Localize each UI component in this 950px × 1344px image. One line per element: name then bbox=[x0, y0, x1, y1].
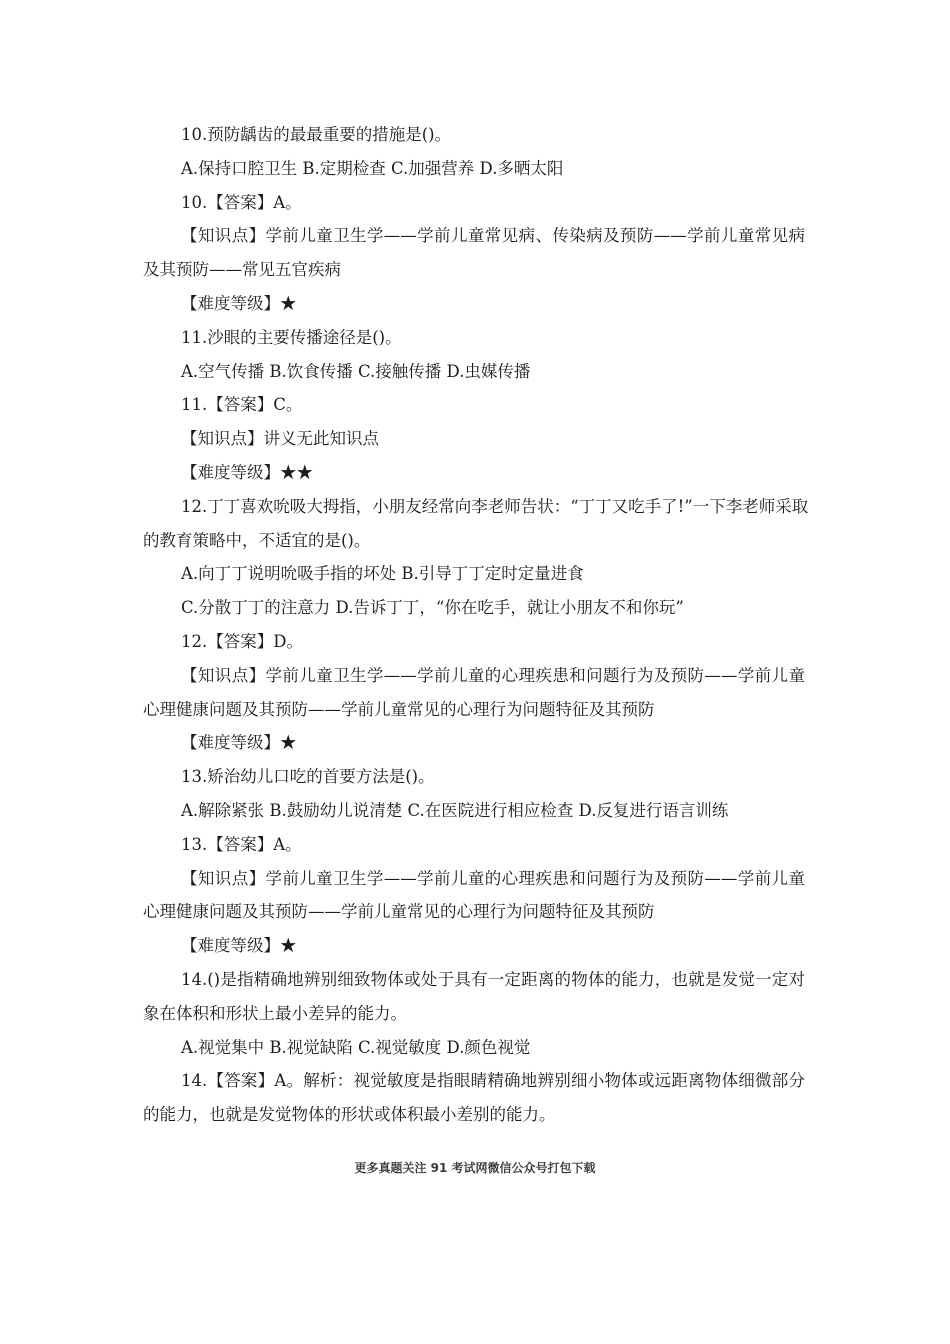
text-line: A.视觉集中 B.视觉缺陷 C.视觉敏度 D.颜色视觉 bbox=[181, 1037, 531, 1057]
text-line: 【知识点】学前儿童卫生学——学前儿童的心理疾患和问题行为及预防——学前儿童 bbox=[181, 665, 805, 685]
text-line: 12.丁丁喜欢吮吸大拇指，小朋友经常向李老师告状：“丁丁又吃手了!”一下李老师采取 bbox=[181, 496, 809, 516]
text-line: 的能力，也就是发觉物体的形状或体积最小差别的能力。 bbox=[143, 1105, 556, 1125]
text-line: 11.沙眼的主要传播途径是()。 bbox=[181, 327, 402, 347]
q10-knowledge bbox=[143, 219, 805, 287]
text-line: C.分散丁丁的注意力 D.告诉丁丁，“你在吃手，就让小朋友不和你玩” bbox=[181, 598, 684, 618]
text-line: 【难度等级】★ bbox=[181, 936, 297, 956]
text-line: 【知识点】讲义无此知识点 bbox=[181, 429, 379, 449]
q10-answer bbox=[143, 186, 805, 220]
text-line: 14.【答案】A。解析：视觉敏度是指眼睛精确地辨别细小物体或远距离物体细微部分 bbox=[181, 1071, 805, 1091]
q12-difficulty bbox=[143, 726, 805, 760]
text-line: 10.【答案】A。 bbox=[181, 192, 302, 212]
q11-knowledge bbox=[143, 422, 805, 456]
text-line: 心理健康问题及其预防——学前儿童常见的心理行为问题特征及其预防 bbox=[143, 902, 655, 922]
text-line: 【难度等级】★ bbox=[181, 293, 297, 313]
q12-options-row-2 bbox=[143, 591, 805, 625]
q14-stem bbox=[143, 963, 805, 1031]
text-line: 【难度等级】★★ bbox=[181, 462, 313, 482]
page-footer: 更多真题关注 91 考试网微信公众号打包下载 bbox=[354, 1161, 596, 1175]
text-line: 【难度等级】★ bbox=[181, 733, 297, 753]
q13-difficulty bbox=[143, 929, 805, 963]
q11-difficulty bbox=[143, 456, 805, 490]
text-line: 11.【答案】C。 bbox=[181, 395, 303, 415]
q13-options bbox=[143, 794, 805, 828]
q14-options bbox=[143, 1031, 805, 1065]
q14-answer bbox=[143, 1064, 805, 1132]
text-line: A.向丁丁说明吮吸手指的坏处 B.引导丁丁定时定量进食 bbox=[181, 564, 584, 584]
text-line: 象在体积和形状上最小差异的能力。 bbox=[143, 1003, 407, 1023]
q13-knowledge bbox=[143, 862, 805, 930]
q13-answer bbox=[143, 828, 805, 862]
text-line: A.空气传播 B.饮食传播 C.接触传播 D.虫媒传播 bbox=[181, 361, 531, 381]
q12-stem bbox=[143, 490, 809, 558]
q10-stem bbox=[143, 118, 805, 152]
q12-options-row-1 bbox=[143, 557, 805, 591]
text-line: A.保持口腔卫生 B.定期检查 C.加强营养 D.多晒太阳 bbox=[181, 158, 564, 178]
text-line: 心理健康问题及其预防——学前儿童常见的心理行为问题特征及其预防 bbox=[143, 699, 655, 719]
text-line: 13.矫治幼儿口吃的首要方法是()。 bbox=[181, 767, 435, 787]
document-body bbox=[143, 118, 809, 1132]
q12-answer bbox=[143, 625, 805, 659]
text-line: 及其预防——常见五官疾病 bbox=[143, 260, 341, 280]
q12-knowledge bbox=[143, 659, 805, 727]
text-line: 【知识点】学前儿童卫生学——学前儿童常见病、传染病及预防——学前儿童常见病 bbox=[181, 226, 805, 246]
text-line: 13.【答案】A。 bbox=[181, 834, 302, 854]
text-line: 【知识点】学前儿童卫生学——学前儿童的心理疾患和问题行为及预防——学前儿童 bbox=[181, 868, 805, 888]
q11-answer bbox=[143, 388, 805, 422]
text-line: 10.预防龋齿的最最重要的措施是()。 bbox=[181, 125, 452, 144]
q11-options bbox=[143, 355, 805, 389]
q11-stem bbox=[143, 321, 805, 355]
q13-stem bbox=[143, 760, 805, 794]
text-line: 的教育策略中，不适宜的是()。 bbox=[143, 530, 371, 550]
text-line: 12.【答案】D。 bbox=[181, 631, 303, 651]
q10-options bbox=[143, 152, 805, 186]
text-line: 14.()是指精确地辨别细致物体或处于具有一定距离的物体的能力，也就是发觉一定对 bbox=[181, 969, 805, 989]
text-line: A.解除紧张 B.鼓励幼儿说清楚 C.在医院进行相应检查 D.反复进行语言训练 bbox=[181, 800, 729, 820]
q10-difficulty bbox=[143, 287, 805, 321]
